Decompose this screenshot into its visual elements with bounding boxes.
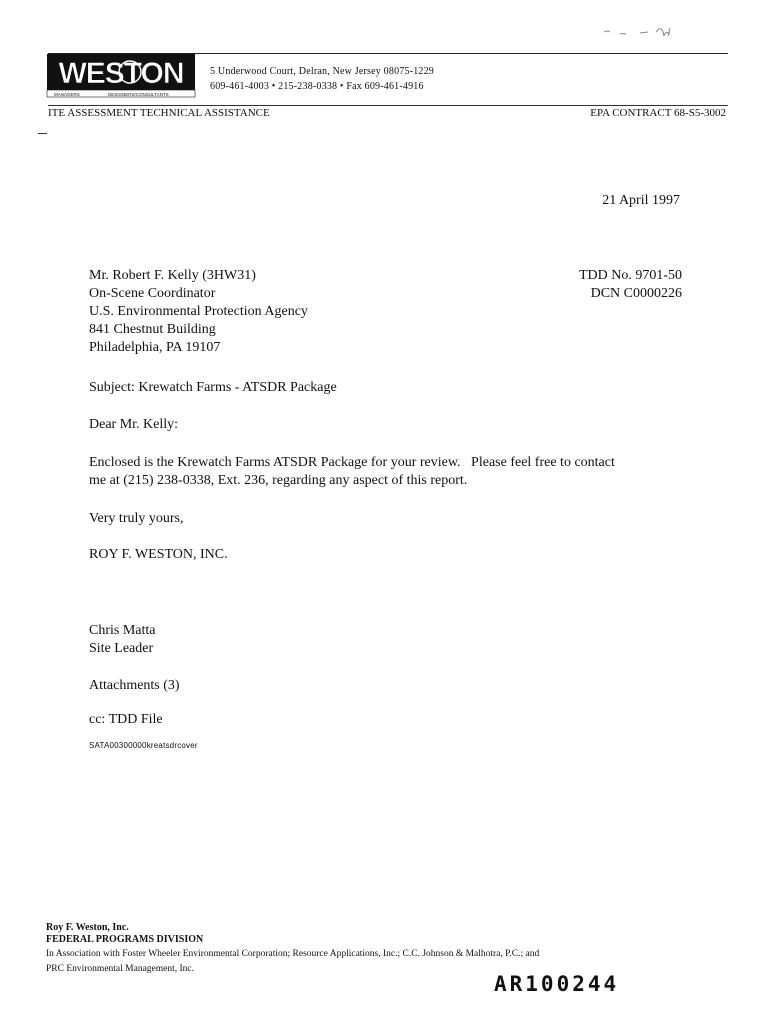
letterhead-address-line1: 5 Underwood Court, Delran, New Jersey 08075-1229: [210, 66, 434, 77]
svg-text:DESIGNERS/CONSULTANTS: DESIGNERS/CONSULTANTS: [108, 92, 169, 97]
footer-company: Roy F. Weston, Inc.: [46, 922, 129, 933]
header-contract-number: EPA CONTRACT 68-S5-3002: [590, 107, 726, 119]
document-stamp: AR100244: [494, 972, 620, 996]
header-program-name: ITE ASSESSMENT TECHNICAL ASSISTANCE: [48, 107, 270, 119]
letter-subject: Subject: Krewatch Farms - ATSDR Package: [89, 380, 337, 395]
cc-note: cc: TDD File: [89, 712, 163, 727]
signer-title: Site Leader: [89, 641, 154, 656]
margin-tick: [38, 133, 47, 134]
attachments-note: Attachments (3): [89, 678, 180, 693]
weston-logo: [46, 52, 196, 98]
recipient-line: On-Scene Coordinator: [89, 286, 216, 301]
footer-division: FEDERAL PROGRAMS DIVISION: [46, 934, 204, 945]
recipient-block: [89, 267, 308, 357]
letter-date: 21 April 1997: [602, 193, 680, 208]
footer-association-line1: In Association with Foster Wheeler Environmental Corporation; Resource Applications, Inc.; C.C. Johnson & Malhotra, P.C.; and: [46, 949, 540, 959]
recipient-line: Philadelphia, PA 19107: [89, 340, 221, 355]
dcn-number: DCN C0000226: [590, 286, 682, 301]
file-reference: SATA00300000kreatsdrcover: [89, 741, 198, 750]
recipient-line: Mr. Robert F. Kelly (3HW31): [89, 268, 256, 283]
footer-association-line2: PRC Environmental Management, Inc.: [46, 964, 195, 974]
letter-salutation: Dear Mr. Kelly:: [89, 417, 179, 432]
scan-mark: [600, 18, 700, 40]
svg-text:WESTON: WESTON: [58, 57, 184, 90]
letter-closing: Very truly yours,: [89, 511, 184, 526]
tdd-number: TDD No. 9701-50: [578, 268, 682, 283]
recipient-line: 841 Chestnut Building: [89, 322, 216, 337]
signer-name: Chris Matta: [89, 623, 156, 638]
svg-text:MANAGERS: MANAGERS: [54, 92, 80, 97]
header-rule: [48, 105, 728, 106]
recipient-line: U.S. Environmental Protection Agency: [89, 304, 308, 319]
body-line-1: Enclosed is the Krewatch Farms ATSDR Package for your review. Please feel free to contact: [89, 455, 615, 470]
body-line-2: me at (215) 238-0338, Ext. 236, regarding any aspect of this report.: [89, 473, 468, 488]
letterhead-address-line2: 609-461-4003 • 215-238-0338 • Fax 609-461-4916: [210, 81, 424, 92]
company-signature: ROY F. WESTON, INC.: [89, 547, 228, 562]
